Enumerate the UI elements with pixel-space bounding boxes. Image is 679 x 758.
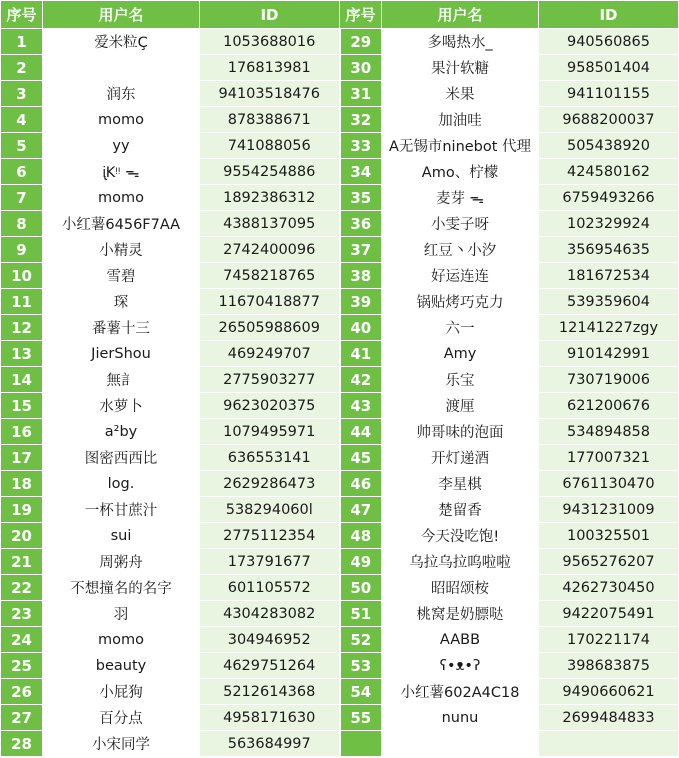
cell-seq-right: 45 <box>340 445 382 471</box>
table-row <box>1 159 679 185</box>
table-row <box>1 133 679 159</box>
cell-username-left: 水萝卜 <box>43 393 200 419</box>
cell-id-left: 4388137095 <box>200 211 340 237</box>
cell-id-left: 7458218765 <box>200 263 340 289</box>
table-row <box>1 523 679 549</box>
cell-seq-right: 50 <box>340 575 382 601</box>
cell-seq-right: 32 <box>340 107 382 133</box>
cell-id-right <box>539 731 679 757</box>
cell-id-left: 601105572 <box>200 575 340 601</box>
cell-seq-right: 31 <box>340 81 382 107</box>
cell-seq-right: 37 <box>340 237 382 263</box>
cell-username-left: 图密西西比 <box>43 445 200 471</box>
cell-id-left: 9554254886 <box>200 159 340 185</box>
cell-seq-left: 17 <box>1 445 43 471</box>
cell-id-right: 9422075491 <box>539 601 679 627</box>
cell-seq-left: 22 <box>1 575 43 601</box>
cell-id-left: 2775903277 <box>200 367 340 393</box>
cell-id-left: 1053688016 <box>200 29 340 55</box>
cell-seq-left: 25 <box>1 653 43 679</box>
cell-id-right: 6761130470 <box>539 471 679 497</box>
cell-id-left: 1079495971 <box>200 419 340 445</box>
cell-id-left: 4304283082 <box>200 601 340 627</box>
cell-seq-left: 14 <box>1 367 43 393</box>
table-row <box>1 81 679 107</box>
cell-username-right: 多喝热水_ <box>382 29 539 55</box>
cell-id-right: 9565276207 <box>539 549 679 575</box>
cell-seq-left: 4 <box>1 107 43 133</box>
cell-username-left: 百分点 <box>43 705 200 731</box>
cell-username-right: 好运连连 <box>382 263 539 289</box>
header-seq-left: 序号 <box>1 1 43 29</box>
cell-username-right: 小雯子呀 <box>382 211 539 237</box>
cell-id-left: 563684997 <box>200 731 340 757</box>
cell-username-left: JierShou <box>43 341 200 367</box>
cell-username-left: sui <box>43 523 200 549</box>
cell-seq-right: 38 <box>340 263 382 289</box>
cell-username-right: 帅哥味的泡面 <box>382 419 539 445</box>
cell-username-left: ᶖKᵎᵎ ᯓ <box>43 159 200 185</box>
cell-seq-right: 42 <box>340 367 382 393</box>
cell-id-right: 534894858 <box>539 419 679 445</box>
cell-username-left: 小屁狗 <box>43 679 200 705</box>
cell-seq-right: 40 <box>340 315 382 341</box>
table-row <box>1 419 679 445</box>
cell-seq-left: 13 <box>1 341 43 367</box>
cell-seq-right: 33 <box>340 133 382 159</box>
cell-seq-right: 39 <box>340 289 382 315</box>
cell-id-right: 9431231009 <box>539 497 679 523</box>
cell-seq-right: 48 <box>340 523 382 549</box>
cell-id-right: 102329924 <box>539 211 679 237</box>
cell-id-right: 12141227zgy <box>539 315 679 341</box>
cell-id-left: 9623020375 <box>200 393 340 419</box>
cell-username-right: Amo、柠檬 <box>382 159 539 185</box>
cell-id-left: 26505988609 <box>200 315 340 341</box>
cell-id-left: 1892386312 <box>200 185 340 211</box>
cell-seq-left: 3 <box>1 81 43 107</box>
cell-id-right: 505438920 <box>539 133 679 159</box>
table-row <box>1 107 679 133</box>
cell-seq-left: 18 <box>1 471 43 497</box>
cell-id-left: 878388671 <box>200 107 340 133</box>
cell-id-left: 2775112354 <box>200 523 340 549</box>
cell-seq-left: 16 <box>1 419 43 445</box>
cell-id-right: 424580162 <box>539 159 679 185</box>
cell-username-right: 锅贴烤巧克力 <box>382 289 539 315</box>
cell-username-left: 小精灵 <box>43 237 200 263</box>
cell-username-left: 爱米粒Ç <box>43 29 200 55</box>
cell-seq-left: 12 <box>1 315 43 341</box>
table-row <box>1 653 679 679</box>
cell-username-right: 渡厘 <box>382 393 539 419</box>
cell-id-left: 538294060l <box>200 497 340 523</box>
cell-username-right: 果汁软糖 <box>382 55 539 81</box>
cell-seq-right: 30 <box>340 55 382 81</box>
cell-username-right: 开灯递酒 <box>382 445 539 471</box>
cell-username-right: 麦芽 ᯓ <box>382 185 539 211</box>
cell-username-left: yy <box>43 133 200 159</box>
cell-id-right: 539359604 <box>539 289 679 315</box>
table-row <box>1 497 679 523</box>
cell-username-right: 乐宝 <box>382 367 539 393</box>
cell-seq-left: 26 <box>1 679 43 705</box>
cell-username-right: 小红薯602A4C18 <box>382 679 539 705</box>
table-row <box>1 185 679 211</box>
table-row <box>1 471 679 497</box>
cell-seq-right: 41 <box>340 341 382 367</box>
header-seq-right: 序号 <box>340 1 382 29</box>
cell-id-left: 4629751264 <box>200 653 340 679</box>
cell-seq-left: 28 <box>1 731 43 757</box>
cell-seq-left: 20 <box>1 523 43 549</box>
table-row <box>1 601 679 627</box>
cell-seq-left: 7 <box>1 185 43 211</box>
cell-username-right: 乌拉乌拉呜啦啦 <box>382 549 539 575</box>
cell-username-left: 琛 <box>43 289 200 315</box>
cell-id-right: 181672534 <box>539 263 679 289</box>
table-row <box>1 705 679 731</box>
cell-seq-left: 21 <box>1 549 43 575</box>
table-row <box>1 575 679 601</box>
cell-username-left: 番薯十三 <box>43 315 200 341</box>
cell-username-right: 红豆丶小汐 <box>382 237 539 263</box>
cell-username-left: 小宋同学 <box>43 731 200 757</box>
cell-id-right: 910142991 <box>539 341 679 367</box>
table-row <box>1 263 679 289</box>
cell-username-right: 楚留香 <box>382 497 539 523</box>
cell-seq-right: 34 <box>340 159 382 185</box>
cell-username-left: 無訁 <box>43 367 200 393</box>
cell-username-left: a²by <box>43 419 200 445</box>
cell-id-left: 173791677 <box>200 549 340 575</box>
table-row <box>1 29 679 55</box>
cell-username-right <box>382 731 539 757</box>
table-row <box>1 237 679 263</box>
cell-username-right: 李星棋 <box>382 471 539 497</box>
cell-username-right: ʕ•ᴥ•ʔ <box>382 653 539 679</box>
cell-id-right: 170221174 <box>539 627 679 653</box>
cell-username-right: 加油哇 <box>382 107 539 133</box>
cell-username-left <box>43 55 200 81</box>
cell-username-left: 小红薯6456F7AA <box>43 211 200 237</box>
table-row <box>1 367 679 393</box>
cell-id-left: 304946952 <box>200 627 340 653</box>
cell-id-right: 2699484833 <box>539 705 679 731</box>
cell-id-left: 94103518476 <box>200 81 340 107</box>
cell-seq-right: 44 <box>340 419 382 445</box>
cell-seq-left: 11 <box>1 289 43 315</box>
cell-seq-right: 47 <box>340 497 382 523</box>
cell-seq-right: 51 <box>340 601 382 627</box>
cell-username-right: 昭昭颂桉 <box>382 575 539 601</box>
cell-seq-right: 35 <box>340 185 382 211</box>
cell-id-right: 621200676 <box>539 393 679 419</box>
cell-username-left: beauty <box>43 653 200 679</box>
cell-seq-left: 2 <box>1 55 43 81</box>
cell-username-right: AABB <box>382 627 539 653</box>
cell-id-right: 356954635 <box>539 237 679 263</box>
cell-id-right: 730719006 <box>539 367 679 393</box>
table-row <box>1 549 679 575</box>
cell-username-right: Amy <box>382 341 539 367</box>
cell-id-left: 4958171630 <box>200 705 340 731</box>
cell-id-right: 177007321 <box>539 445 679 471</box>
table-row <box>1 211 679 237</box>
cell-username-right: 桃窝是奶膘哒 <box>382 601 539 627</box>
header-id-left: ID <box>200 1 340 29</box>
cell-username-left: 雪碧 <box>43 263 200 289</box>
table-row <box>1 731 679 757</box>
cell-username-left: 周粥舟 <box>43 549 200 575</box>
cell-id-right: 941101155 <box>539 81 679 107</box>
table-body <box>1 29 679 757</box>
cell-id-left: 469249707 <box>200 341 340 367</box>
cell-seq-left: 5 <box>1 133 43 159</box>
table-row <box>1 679 679 705</box>
cell-id-right: 9688200037 <box>539 107 679 133</box>
cell-id-right: 9490660621 <box>539 679 679 705</box>
cell-seq-left: 9 <box>1 237 43 263</box>
cell-username-right: 六一 <box>382 315 539 341</box>
cell-seq-left: 24 <box>1 627 43 653</box>
cell-id-left: 176813981 <box>200 55 340 81</box>
cell-username-left: 润东 <box>43 81 200 107</box>
header-username-right: 用户名 <box>382 1 539 29</box>
cell-username-left: momo <box>43 185 200 211</box>
table-row <box>1 393 679 419</box>
table-row <box>1 55 679 81</box>
cell-id-left: 11670418877 <box>200 289 340 315</box>
cell-id-right: 958501404 <box>539 55 679 81</box>
table-row <box>1 445 679 471</box>
cell-seq-right: 46 <box>340 471 382 497</box>
cell-id-left: 5212614368 <box>200 679 340 705</box>
cell-seq-left: 15 <box>1 393 43 419</box>
cell-id-right: 100325501 <box>539 523 679 549</box>
cell-username-left: 羽 <box>43 601 200 627</box>
cell-id-left: 2629286473 <box>200 471 340 497</box>
cell-id-right: 6759493266 <box>539 185 679 211</box>
cell-username-right: 米果 <box>382 81 539 107</box>
cell-username-right: A无锡市ninebot 代理 <box>382 133 539 159</box>
cell-username-left: log. <box>43 471 200 497</box>
cell-seq-left: 27 <box>1 705 43 731</box>
cell-id-left: 741088056 <box>200 133 340 159</box>
cell-username-right: 今天没吃饱! <box>382 523 539 549</box>
cell-username-left: momo <box>43 107 200 133</box>
cell-seq-left: 10 <box>1 263 43 289</box>
cell-id-left: 636553141 <box>200 445 340 471</box>
cell-seq-left: 23 <box>1 601 43 627</box>
cell-id-right: 398683875 <box>539 653 679 679</box>
cell-seq-left: 6 <box>1 159 43 185</box>
header-username-left: 用户名 <box>43 1 200 29</box>
cell-seq-left: 19 <box>1 497 43 523</box>
cell-seq-left: 1 <box>1 29 43 55</box>
cell-seq-right <box>340 731 382 757</box>
cell-seq-right: 36 <box>340 211 382 237</box>
cell-id-left: 2742400096 <box>200 237 340 263</box>
cell-seq-right: 29 <box>340 29 382 55</box>
cell-username-right: nunu <box>382 705 539 731</box>
table-row <box>1 341 679 367</box>
cell-seq-left: 8 <box>1 211 43 237</box>
header-id-right: ID <box>539 1 679 29</box>
cell-seq-right: 52 <box>340 627 382 653</box>
cell-username-left: 一杯甘蔗汁 <box>43 497 200 523</box>
cell-seq-right: 55 <box>340 705 382 731</box>
cell-seq-right: 49 <box>340 549 382 575</box>
table-row <box>1 289 679 315</box>
cell-seq-right: 43 <box>340 393 382 419</box>
cell-username-left: 不想撞名的名字 <box>43 575 200 601</box>
table-row <box>1 627 679 653</box>
header-row <box>1 1 679 29</box>
table-row <box>1 315 679 341</box>
cell-id-right: 4262730450 <box>539 575 679 601</box>
cell-id-right: 940560865 <box>539 29 679 55</box>
cell-seq-right: 54 <box>340 679 382 705</box>
cell-username-left: momo <box>43 627 200 653</box>
cell-seq-right: 53 <box>340 653 382 679</box>
